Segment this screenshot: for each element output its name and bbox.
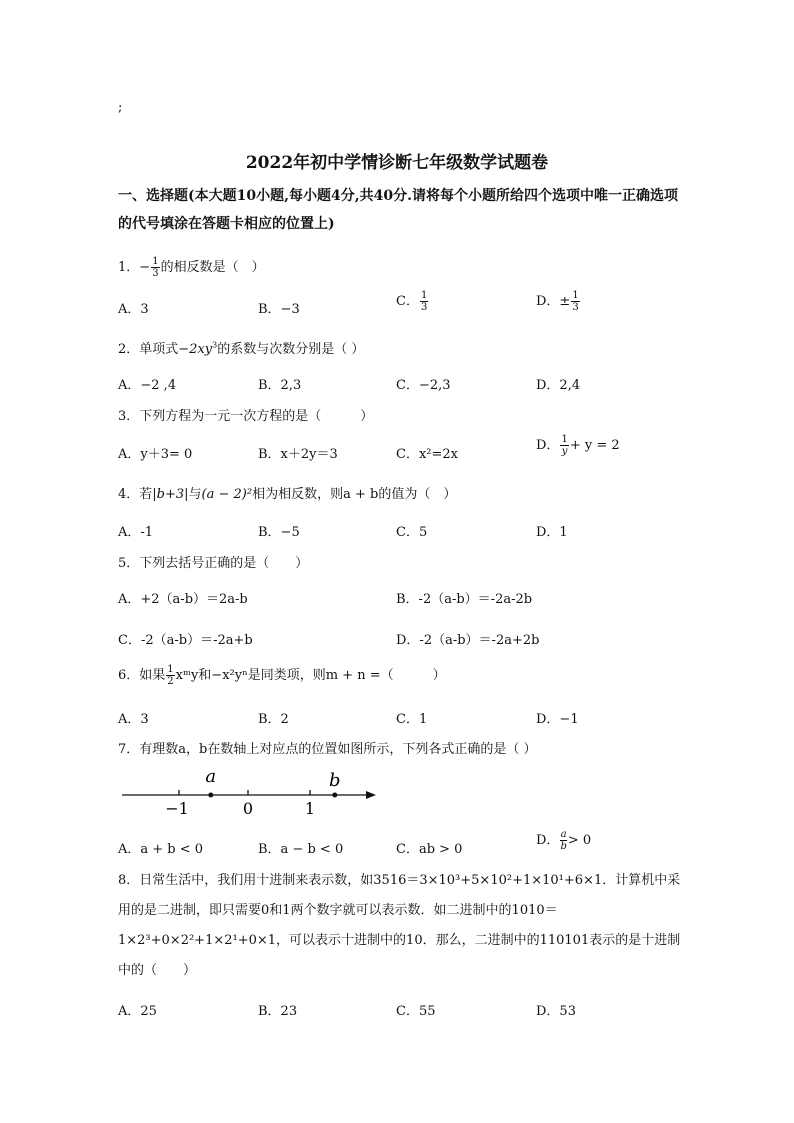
q2-option-d[interactable]: D．2,4 — [536, 378, 581, 393]
q1-option-d[interactable]: D．± $\frac{1}{3}$ — [536, 290, 579, 313]
q4-option-d[interactable]: D．1 — [536, 525, 568, 540]
question-1: 1．− $\frac{1}{3}$ 的相反数是（ ） — [118, 256, 265, 279]
q6-option-c[interactable]: C．1 — [396, 712, 428, 727]
number-line-figure — [118, 762, 388, 822]
q1-option-a[interactable]: A．3 — [118, 302, 149, 317]
q8-option-a[interactable]: A．25 — [118, 1004, 157, 1019]
q8-option-d[interactable]: D．53 — [536, 1004, 576, 1019]
number-line-arrow — [366, 791, 376, 799]
label-a: a — [205, 766, 217, 787]
q3-option-d[interactable]: D． $\frac{1}{y}+ y = 2$ — [536, 434, 620, 457]
q7-option-a[interactable]: A．a + b < 0 — [118, 842, 204, 857]
q3-option-a[interactable]: A．y＋3= 0 — [118, 447, 193, 462]
question-4: 4．若|b+3|与(a − 2)²相为相反数，则a + b的值为（ ） — [118, 487, 457, 502]
question-3: 3．下列方程为一元一次方程的是（ ） — [118, 409, 374, 424]
q4-option-b[interactable]: B．−5 — [258, 525, 300, 540]
fraction: $\frac{1}{3}$ — [152, 256, 159, 279]
question-7: 7．有理数a，b在数轴上对应点的位置如图所示，下列各式正确的是（ ） — [118, 742, 537, 757]
question-6: 6．如果 $\frac{1}{2}$ xᵐy和−x²yⁿ是同类项，则m + n =（ ） — [118, 664, 446, 687]
q7-option-d[interactable]: D． $\frac{a}{b}$ > 0 — [536, 829, 592, 852]
q3-option-c[interactable]: C．x²=2x — [396, 447, 458, 462]
q4-option-a[interactable]: A．-1 — [118, 525, 154, 540]
page-title: 2022年初中学情诊断七年级数学试题卷 — [245, 153, 549, 173]
q2-option-b[interactable]: B．2,3 — [258, 378, 302, 393]
q8-option-b[interactable]: B．23 — [258, 1004, 298, 1019]
tick-label-0: 0 — [242, 799, 254, 818]
point-b — [332, 793, 337, 798]
section-heading: 一、选择题(本大题10小题,每小题4分,共40分.请将每个小题所给四个选项中唯一正确选项的代号填涂在答题卡相应的位置上) — [118, 188, 678, 232]
q6-option-d[interactable]: D．−1 — [536, 712, 579, 727]
q2-option-a[interactable]: A．−2 ,4 — [118, 378, 177, 393]
q8-option-c[interactable]: C．55 — [396, 1004, 436, 1019]
label-b: b — [329, 770, 341, 791]
q6-option-b[interactable]: B．2 — [258, 712, 289, 727]
question-2: 2．单项式$-2xy^3$的系数与次数分别是（ ） — [118, 340, 365, 357]
tick-label-minus-1: −1 — [165, 799, 189, 818]
question-8: 8．日常生活中，我们用十进制来表示数，如3516＝3×10³+5×10²+1×10¹+6×1．计算机中采用的是二进制，即只需要0和1两个数字就可以表示数．如二进制中的1010＝1×2³+0×2²+1×2¹+0×1，可以表示十进制中的10．那么，二进制中的110101表示的是十进制中的（ ） — [118, 873, 681, 978]
q5-option-d[interactable]: D．-2（a-b）＝-2a+2b — [396, 633, 540, 648]
q7-option-b[interactable]: B．a − b < 0 — [258, 842, 344, 857]
q5-option-a[interactable]: A．+2（a-b）＝2a-b — [118, 592, 248, 607]
q3-option-b[interactable]: B．x＋2y＝3 — [258, 447, 338, 462]
q5-option-b[interactable]: B．-2（a-b）＝-2a-2b — [396, 592, 533, 607]
tick-label-1: 1 — [304, 799, 316, 818]
q1-option-b[interactable]: B．−3 — [258, 302, 300, 317]
question-5: 5．下列去括号正确的是（ ） — [118, 556, 309, 571]
point-a — [208, 793, 213, 798]
header-mark: ; — [118, 100, 123, 115]
q2-option-c[interactable]: C．−2,3 — [396, 378, 451, 393]
q4-option-c[interactable]: C．5 — [396, 525, 428, 540]
q1-option-c[interactable]: C． $\frac{1}{3}$ — [396, 290, 428, 313]
q7-option-c[interactable]: C．ab > 0 — [396, 842, 463, 857]
q5-option-c[interactable]: C．-2（a-b）＝-2a+b — [118, 633, 253, 648]
q6-option-a[interactable]: A．3 — [118, 712, 149, 727]
